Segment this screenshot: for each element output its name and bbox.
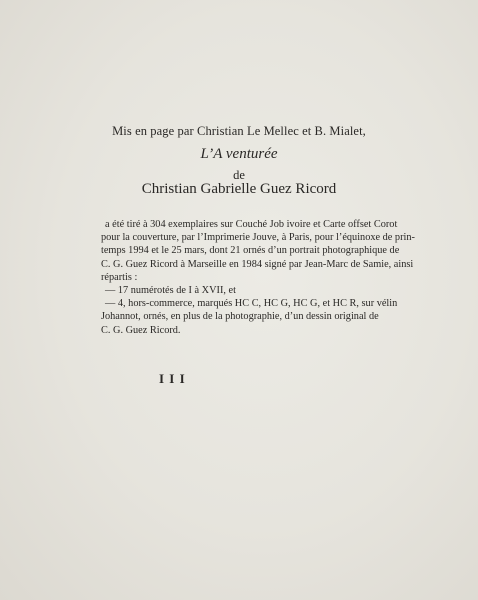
book-title: L’A venturée	[200, 146, 278, 162]
colophon-paragraph	[101, 218, 415, 337]
colophon-line: — 4, hors-commerce, marqués HC C, HC G, HC G, et HC R, sur vélin	[105, 298, 398, 310]
colophon-line: répartis :	[101, 271, 138, 283]
layout-credit: Mis en page par Christian Le Mellec et B. Mialet,	[112, 124, 366, 138]
colophon-line: temps 1994 et le 25 mars, dont 21 ornés d’un portrait photographique de	[101, 245, 400, 257]
handwritten-copy-number: I I I	[159, 371, 186, 386]
colophon-line: — 17 numérotés de I à XVII, et	[105, 285, 236, 297]
colophon-line: C. G. Guez Ricord.	[101, 324, 181, 336]
title-connector: de	[233, 168, 245, 182]
colophon-line: Johannot, ornés, en plus de la photographie, d’un dessin original de	[101, 311, 379, 323]
colophon-line: pour la couverture, par l’Imprimerie Jouve, à Paris, pour l’équinoxe de prin-	[101, 232, 415, 244]
colophon-line: C. G. Guez Ricord à Marseille en 1984 signé par Jean-Marc de Samie, ainsi	[101, 258, 414, 270]
author-name: Christian Gabrielle Guez Ricord	[141, 181, 337, 197]
colophon-line: a été tiré à 304 exemplaires sur Couché Job ivoire et Carte offset Corot	[105, 219, 398, 230]
